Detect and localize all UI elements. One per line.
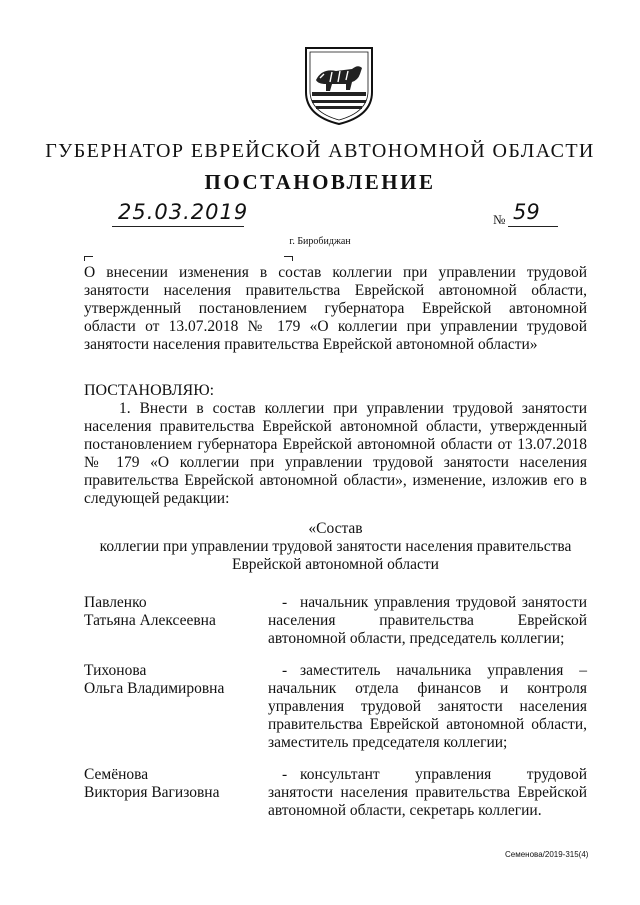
member-dash: - [282, 662, 288, 679]
number-label: № [493, 212, 506, 227]
member-name [84, 766, 219, 802]
member-given-names: Ольга Владимировна [84, 680, 225, 697]
city-name: г. Биробиджан [289, 236, 351, 247]
subject-corner-right [284, 256, 293, 261]
executor-footer: Семенова/2019-315(4) [505, 850, 589, 859]
member-name [84, 662, 224, 698]
member-surname: Тихонова [84, 662, 147, 679]
member-dash: - [282, 766, 288, 783]
composition-title-2: коллегии при управлении трудовой занятости населения правительства [99, 538, 572, 555]
composition-title-3: Еврейской автономной области [232, 556, 439, 573]
paragraph-1 [84, 400, 587, 508]
member-surname: Павленко [84, 594, 147, 611]
paragraph-1-text: 1. Внести в состав коллегии при управлении трудовой занятости населения правительства Еврейской автономной области, утвержденный постановлением губернатора Еврейской автономной области от 13.07.2018 № 179 «О коллегии при управлении трудовой занятости населения правительства Еврейской автономной области», изменение, изложив его в следующей редакции: [84, 400, 587, 507]
subject-corner-left [84, 256, 93, 261]
governor-title: ГУБЕРНАТОР ЕВРЕЙСКОЙ АВТОНОМНОЙ ОБЛАСТИ [45, 140, 595, 162]
member-name [84, 594, 216, 630]
member-role: заместитель начальника управления – начальник отдела финансов и контроля управления трудовой занятости населения правительства Еврейской автономной области, заместитель председателя коллегии; [268, 662, 587, 751]
member-given-names: Татьяна Алексеевна [84, 612, 216, 629]
member-surname: Семёнова [84, 766, 149, 783]
member-dash: - [282, 594, 288, 611]
document-type: ПОСТАНОВЛЕНИЕ [204, 170, 436, 194]
member-role: консультант управления трудовой занятости населения правительства Еврейской автономной области, секретарь коллегии. [268, 766, 587, 819]
member-given-names: Виктория Вагизовна [84, 784, 220, 801]
document-subject: О внесении изменения в состав коллегии при управлении трудовой занятости населения правительства Еврейской автономной области, утвержденный постановлением губернатора Еврейской автономной области от 13.07.2018 № 179 «О коллегии при управлении трудовой занятости населения правительства Еврейской автономной области» [84, 264, 587, 353]
coat-of-arms-emblem [302, 44, 376, 126]
member-role: начальник управления трудовой занятости населения правительства Еврейской автономной области, председатель коллегии; [268, 594, 587, 647]
document-date: 25.03.2019 [118, 200, 249, 224]
composition-title-1: «Состав [308, 520, 363, 537]
number-underline [508, 226, 558, 227]
document-number: 59 [513, 200, 540, 224]
date-underline [112, 226, 244, 227]
decree-heading: ПОСТАНОВЛЯЮ: [84, 382, 215, 399]
